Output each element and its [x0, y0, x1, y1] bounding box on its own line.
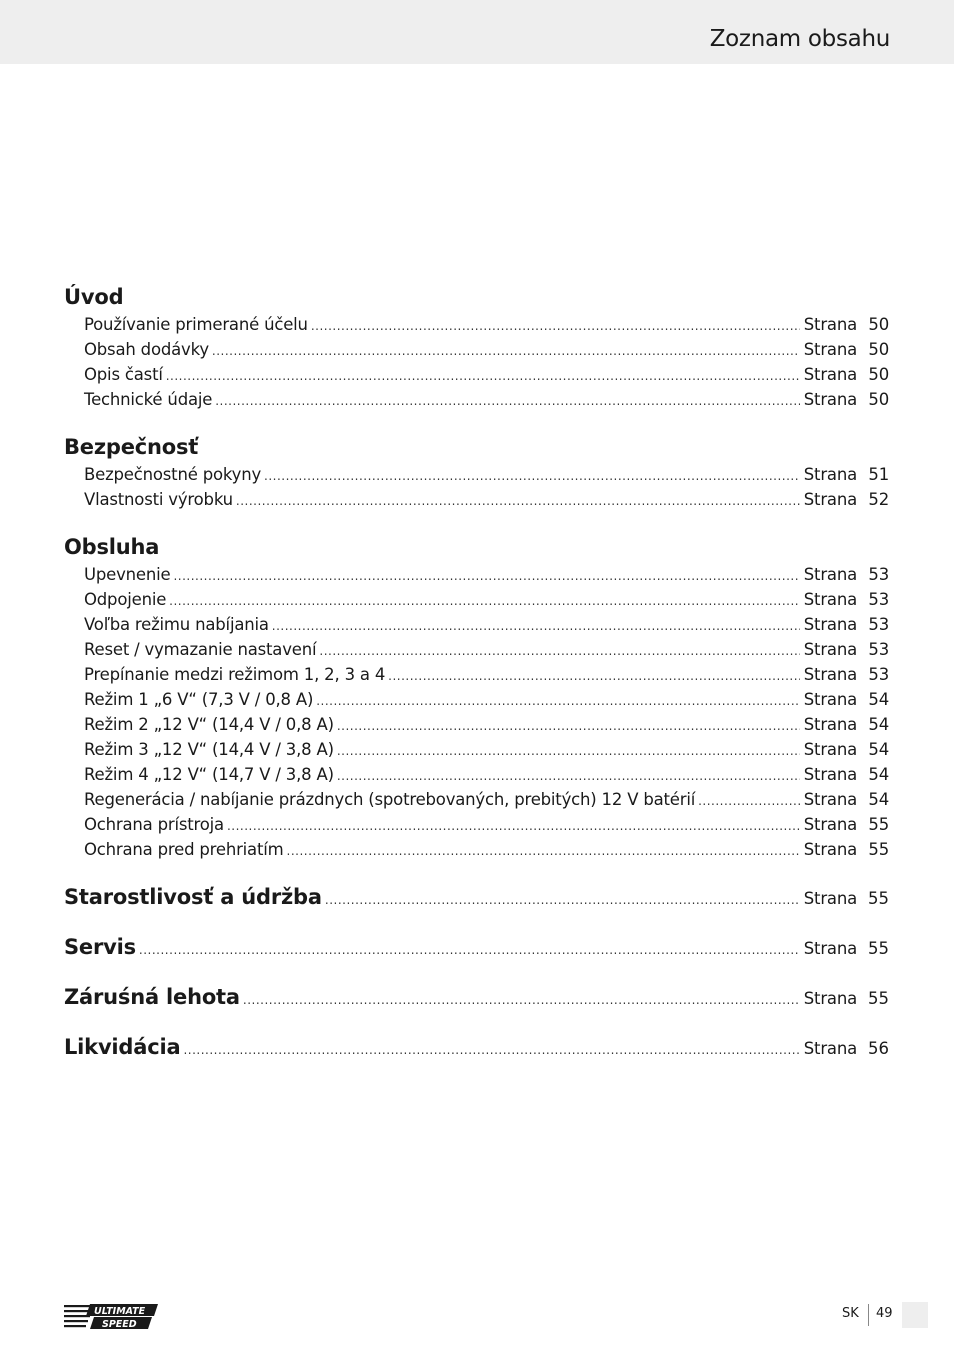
leader-dots: [139, 935, 800, 965]
leader-dots: [316, 689, 800, 714]
strana-label: Strana: [803, 690, 857, 709]
header-bar: [0, 0, 954, 64]
toc-entry[interactable]: [64, 612, 889, 637]
entry-label: Používanie primerané účelu: [84, 315, 308, 334]
leader-dots: [264, 464, 800, 489]
strana-label: Strana: [803, 715, 857, 734]
page-number: 55: [868, 939, 889, 958]
strana-label: Strana: [803, 889, 857, 908]
strana-label: Strana: [803, 390, 857, 409]
toc-entry[interactable]: [64, 762, 889, 787]
page-number: 54: [868, 790, 889, 809]
page-number: 53: [868, 565, 889, 584]
page-number: 55: [868, 889, 889, 908]
page-title: Zoznam obsahu: [709, 26, 890, 52]
section-uvod: [64, 282, 889, 412]
strana-label: Strana: [803, 490, 857, 509]
entry-label: Regenerácia / nabíjanie prázdnych (spotrebovaných, prebitých) 12 V batérií: [84, 790, 696, 809]
toc-entry[interactable]: [64, 737, 889, 762]
page-number: 54: [868, 765, 889, 784]
entry-label: Režim 3 „12 V“ (14,4 V / 3,8 A): [84, 740, 334, 759]
strana-label: Strana: [803, 740, 857, 759]
leader-dots: [215, 389, 800, 414]
strana-label: Strana: [803, 590, 857, 609]
svg-text:ULTIMATE: ULTIMATE: [94, 1306, 146, 1317]
entry-label: Technické údaje: [84, 390, 213, 409]
leader-dots: [319, 639, 799, 664]
toc-entry[interactable]: [64, 312, 889, 337]
spacer: [64, 412, 889, 432]
major-entry-title: Záruśná lehota: [64, 985, 240, 1009]
leader-dots: [311, 314, 800, 339]
entry-label: Režim 4 „12 V“ (14,7 V / 3,8 A): [84, 765, 334, 784]
strana-label: Strana: [803, 939, 857, 958]
svg-text:SPEED: SPEED: [102, 1319, 137, 1330]
page-number: 55: [868, 989, 889, 1008]
toc-entry[interactable]: [64, 487, 889, 512]
strana-label: Strana: [803, 665, 857, 684]
strana-label: Strana: [803, 640, 857, 659]
page-number: 51: [868, 465, 889, 484]
section-heading: Obsluha: [64, 535, 160, 559]
leader-dots: [337, 714, 800, 739]
page-number: 54: [868, 715, 889, 734]
toc-entry[interactable]: [64, 562, 889, 587]
toc-entry[interactable]: [64, 387, 889, 412]
toc-major-entry[interactable]: [64, 862, 889, 912]
page-number: 52: [868, 490, 889, 509]
entry-label: Bezpečnostné pokyny: [84, 465, 262, 484]
leader-dots: [227, 814, 800, 839]
page-number: 54: [868, 740, 889, 759]
page-number: 50: [868, 315, 889, 334]
leader-dots: [337, 764, 800, 789]
entry-label: Ochrana pred prehriatím: [84, 840, 284, 859]
ultimate-speed-logo: [64, 1303, 160, 1331]
page-number: 50: [868, 365, 889, 384]
spacer: [64, 512, 889, 532]
strana-label: Strana: [803, 315, 857, 334]
language-code: SK: [842, 1306, 859, 1321]
section-obsluha: [64, 532, 889, 862]
leader-dots: [287, 839, 800, 864]
toc-major-entry[interactable]: [64, 912, 889, 962]
toc-entry[interactable]: [64, 687, 889, 712]
page-number: 53: [868, 615, 889, 634]
toc-entry[interactable]: [64, 462, 889, 487]
footer-divider: [868, 1304, 869, 1326]
strana-label: Strana: [803, 340, 857, 359]
leader-dots: [169, 589, 800, 614]
footer-tab-marker: [902, 1302, 928, 1328]
section-heading: Úvod: [64, 285, 124, 309]
page-number: 53: [868, 665, 889, 684]
toc-entry[interactable]: [64, 837, 889, 862]
strana-label: Strana: [803, 765, 857, 784]
page-number: 55: [868, 815, 889, 834]
toc-major-entry[interactable]: [64, 962, 889, 1012]
page-number: 55: [868, 840, 889, 859]
toc-major-entry[interactable]: [64, 1012, 889, 1062]
strana-label: Strana: [803, 1039, 857, 1058]
leader-dots: [166, 364, 800, 389]
entry-label: Vlastnosti výrobku: [84, 490, 233, 509]
strana-label: Strana: [803, 465, 857, 484]
page-number: 53: [868, 590, 889, 609]
table-of-contents: [64, 282, 889, 1062]
leader-dots: [173, 564, 799, 589]
toc-entry[interactable]: [64, 587, 889, 612]
entry-label: Obsah dodávky: [84, 340, 209, 359]
major-entry-title: Servis: [64, 935, 136, 959]
strana-label: Strana: [803, 565, 857, 584]
leader-dots: [337, 739, 800, 764]
strana-label: Strana: [803, 815, 857, 834]
leader-dots: [388, 664, 800, 689]
page-number: 50: [868, 390, 889, 409]
strana-label: Strana: [803, 615, 857, 634]
page-number: 53: [868, 640, 889, 659]
entry-label: Reset / vymazanie nastavení: [84, 640, 317, 659]
entry-label: Upevnenie: [84, 565, 171, 584]
page-number: 50: [868, 340, 889, 359]
major-entry-title: Starostlivosť a údržba: [64, 885, 322, 909]
entry-label: Voľba režimu nabíjania: [84, 615, 269, 634]
strana-label: Strana: [803, 790, 857, 809]
strana-label: Strana: [803, 840, 857, 859]
leader-dots: [325, 885, 800, 915]
leader-dots: [183, 1035, 799, 1065]
toc-entry[interactable]: [64, 662, 889, 687]
page-number: 54: [868, 690, 889, 709]
leader-dots: [212, 339, 800, 364]
leader-dots: [698, 789, 800, 814]
toc-entry[interactable]: [64, 787, 889, 812]
leader-dots: [272, 614, 800, 639]
toc-entry[interactable]: [64, 362, 889, 387]
section-heading: Bezpečnosť: [64, 435, 199, 459]
entry-label: Prepínanie medzi režimom 1, 2, 3 a 4: [84, 665, 386, 684]
leader-dots: [236, 489, 800, 514]
strana-label: Strana: [803, 365, 857, 384]
page-number-footer: 49: [876, 1306, 893, 1321]
toc-entry[interactable]: [64, 637, 889, 662]
entry-label: Ochrana prístroja: [84, 815, 224, 834]
major-entry-title: Likvidácia: [64, 1035, 181, 1059]
entry-label: Režim 2 „12 V“ (14,4 V / 0,8 A): [84, 715, 334, 734]
strana-label: Strana: [803, 989, 857, 1008]
toc-entry[interactable]: [64, 712, 889, 737]
toc-entry[interactable]: [64, 337, 889, 362]
leader-dots: [243, 985, 800, 1015]
toc-entry[interactable]: [64, 812, 889, 837]
section-bezpecnost: [64, 432, 889, 512]
entry-label: Odpojenie: [84, 590, 167, 609]
page-number: 56: [868, 1039, 889, 1058]
entry-label: Režim 1 „6 V“ (7,3 V / 0,8 A): [84, 690, 314, 709]
entry-label: Opis častí: [84, 365, 163, 384]
